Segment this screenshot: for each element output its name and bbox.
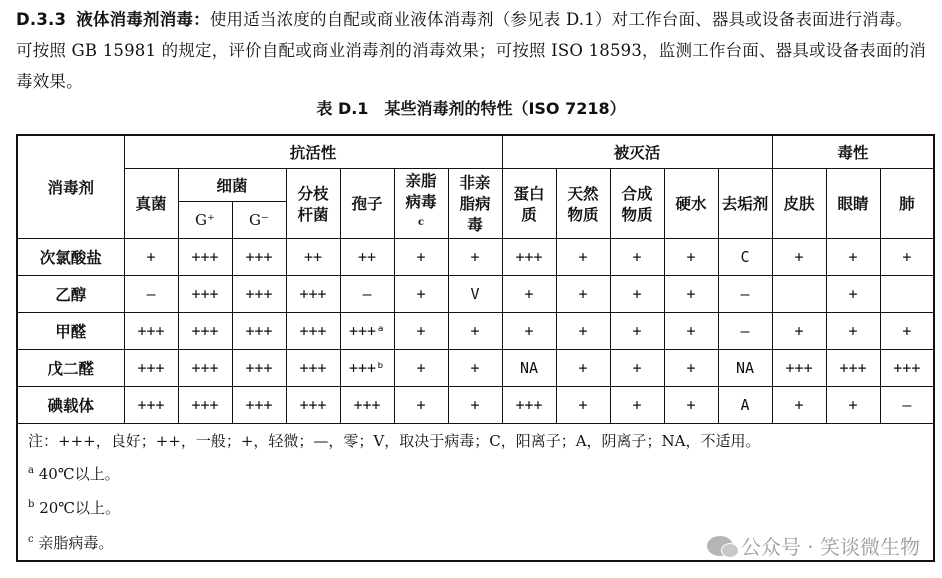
col-mycobacteria: 分枝杆菌 [286,169,340,239]
cell: + [610,276,664,313]
col-spore: 孢子 [340,169,394,239]
cell: + [610,239,664,276]
cell: + [394,239,448,276]
cell: C [718,239,772,276]
cell: + [448,239,502,276]
cell: +++ [880,350,934,387]
col-lung: 肺 [880,169,934,239]
cell: + [826,313,880,350]
cell: +++ [826,350,880,387]
row-name: 次氯酸盐 [17,239,124,276]
cell: +++ [178,387,232,424]
cell: + [610,350,664,387]
cell: — [124,276,178,313]
cell: +++ [232,276,286,313]
cell: + [610,313,664,350]
col-gram-negative: G⁻ [232,202,286,239]
cell: + [664,313,718,350]
section-number: D.3.3 [16,10,67,29]
col-skin: 皮肤 [772,169,826,239]
table-row [17,350,934,387]
cell: +++ [232,313,286,350]
cell: +++ [124,387,178,424]
table-note: 注：+++，良好；++，一般；+，轻微；—，零；V，取决于病毒；C，阳离子；A，阴离子；NA，不适用。 [17,424,934,457]
cell: + [448,313,502,350]
col-lipophilic-virus-label: 亲脂病毒 [405,171,437,212]
row-name: 甲醛 [17,313,124,350]
cell: + [610,387,664,424]
row-name: 碘载体 [17,387,124,424]
cell: — [340,276,394,313]
watermark [707,531,920,560]
table-row [17,387,934,424]
cell: + [448,387,502,424]
group-toxicity: 毒性 [772,135,934,169]
wechat-icon [707,536,733,556]
cell: +++ [178,313,232,350]
cell: +++ [502,239,556,276]
section-term: 液体消毒剂消毒： [76,10,210,29]
cell: +++ᵇ [340,350,394,387]
cell [880,276,934,313]
cell: ++ [286,239,340,276]
col-detergent: 去垢剂 [718,169,772,239]
row-header: 消毒剂 [17,135,124,239]
cell: NA [718,350,772,387]
cell: +++ [286,313,340,350]
disinfectant-table [16,134,935,562]
cell: +++ [124,350,178,387]
cell: + [556,239,610,276]
cell: + [448,350,502,387]
cell: + [394,313,448,350]
cell: ++ [340,239,394,276]
cell: + [826,239,880,276]
group-inactivated: 被灭活 [502,135,772,169]
cell: — [880,387,934,424]
row-name: 戊二醛 [17,350,124,387]
cell: +++ [286,276,340,313]
cell: +++ [232,350,286,387]
cell: +++ [124,313,178,350]
col-natural: 天然物质 [556,169,610,239]
cell: + [772,387,826,424]
table-row [17,276,934,313]
footnote-c-mark: c [28,533,34,545]
row-name: 乙醇 [17,276,124,313]
cell: + [772,313,826,350]
footnote-a-text: 40℃以上。 [38,464,120,483]
table-row [17,313,934,350]
watermark-text: 公众号 · 笑谈微生物 [740,535,920,559]
cell: +++ [178,276,232,313]
cell: + [664,350,718,387]
footnote-b-text: 20℃以上。 [39,498,121,517]
cell: +++ [232,387,286,424]
cell: + [394,276,448,313]
col-gram-positive: G⁺ [178,202,232,239]
col-fungi: 真菌 [124,169,178,239]
col-protein: 蛋白质 [502,169,556,239]
cell: V [448,276,502,313]
cell: +++ [772,350,826,387]
section-body: 使用适当浓度的自配或商业液体消毒剂（参见表 D.1）对工作台面、器具或设备表面进行消毒。可按照 GB 15981 的规定，评价自配或商业消毒剂的消毒效果；可按照 ISO 18593，监测工作台面、器具或设备表面的消毒效果。 [16,10,926,91]
footnote-c-text: 亲脂病毒。 [38,533,114,552]
col-hardwater: 硬水 [664,169,718,239]
cell: + [556,276,610,313]
table-row [17,239,934,276]
cell: + [826,276,880,313]
cell: + [394,387,448,424]
cell [772,276,826,313]
cell: +++ [232,239,286,276]
cell: + [826,387,880,424]
cell: + [556,313,610,350]
cell: +++ [286,387,340,424]
footnote-b [17,490,934,524]
col-synthetic: 合成物质 [610,169,664,239]
cell: + [556,350,610,387]
col-bacteria: 细菌 [178,169,286,202]
cell: +++ [502,387,556,424]
footnote-a-mark: a [28,464,34,476]
cell: + [502,276,556,313]
col-lipophilic-mark: c [417,217,425,229]
cell: + [880,239,934,276]
section-paragraph [16,4,928,97]
cell: + [664,387,718,424]
col-lipophilic-virus [394,169,448,239]
cell: + [664,276,718,313]
cell: + [502,313,556,350]
cell: + [664,239,718,276]
cell: + [556,387,610,424]
cell: +++ [340,387,394,424]
group-resistance: 抗活性 [124,135,502,169]
cell: — [718,313,772,350]
cell: +++ᵃ [340,313,394,350]
footnote-a [17,456,934,490]
col-nonlipophilic-virus: 非亲脂病毒 [448,169,502,239]
cell: + [772,239,826,276]
cell: + [394,350,448,387]
footnote-b-mark: b [28,498,35,510]
cell: +++ [286,350,340,387]
cell: A [718,387,772,424]
cell: + [880,313,934,350]
cell: +++ [178,350,232,387]
cell: NA [502,350,556,387]
table-caption: 表 D.1 某些消毒剂的特性（ISO 7218） [316,99,626,118]
cell: +++ [178,239,232,276]
col-eyes: 眼睛 [826,169,880,239]
cell: — [718,276,772,313]
cell: + [124,239,178,276]
